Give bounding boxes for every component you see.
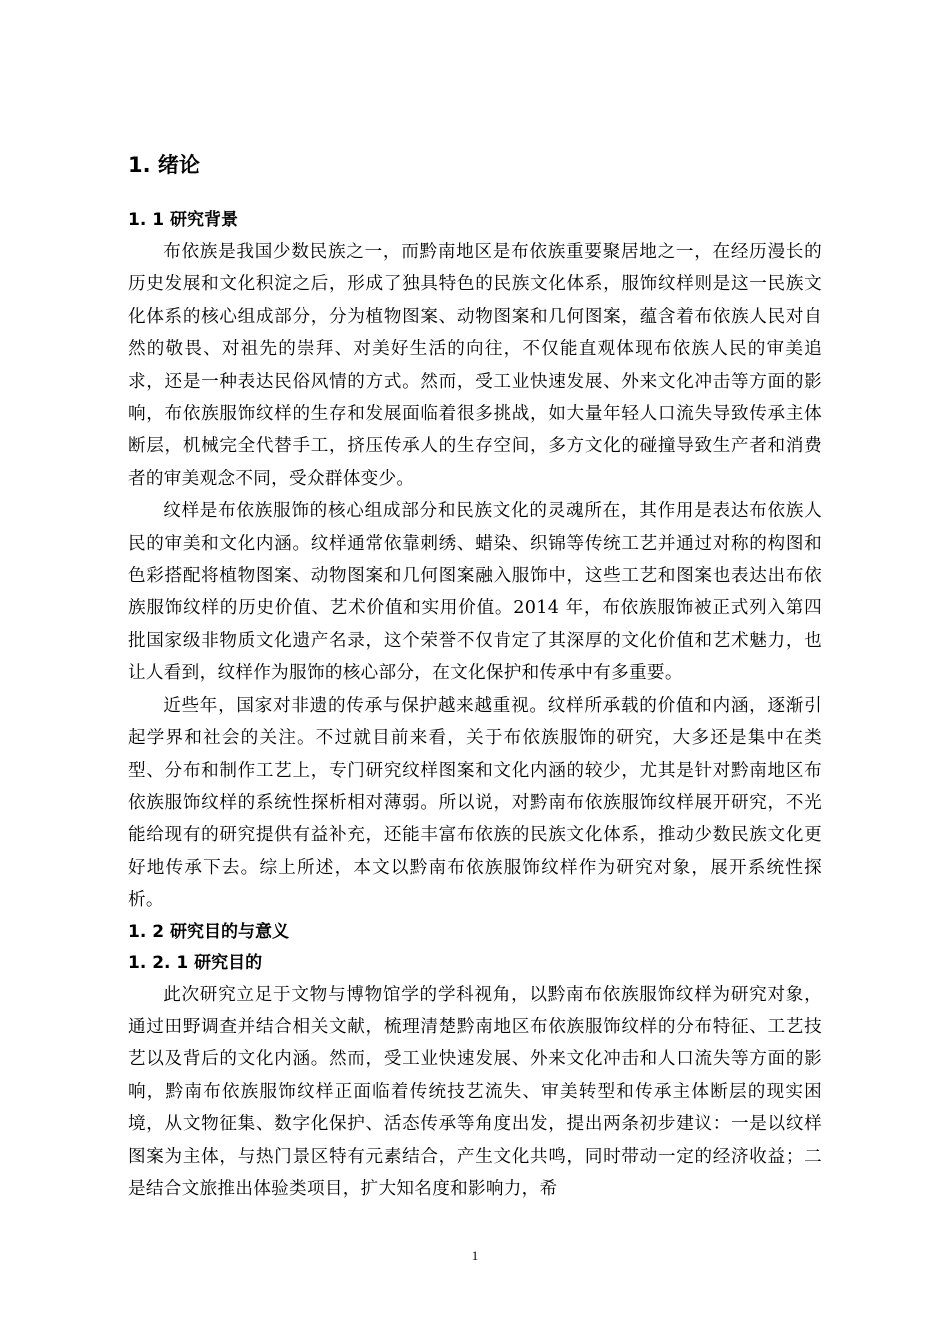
document-page (128, 150, 822, 1205)
page-number: 1 (471, 1248, 479, 1263)
chapter-title: 1. 绪论 (128, 153, 200, 177)
paragraph: 纹样是布依族服饰的核心组成部分和民族文化的灵魂所在，其作用是表达布依族人民的审美和文化内涵。纹样通常依靠刺绣、蜡染、织锦等传统工艺并通过对称的构图和色彩搭配将植物图案、动物图案和几何图案融入服饰中，这些工艺和图案也表达出布依族服饰纹样的历史价值、艺术价值和实用价值。2014 年，布依族服饰被正式列入第四批国家级非物质文化遗产名录，这个荣誉不仅肯定了其深厚的文化价值和艺术魅力，也让人看到，纹样作为服饰的核心部分，在文化保护和传承中有多重要。 (128, 501, 822, 684)
section-title-1-2: 1. 2 研究目的与意义 (128, 921, 289, 942)
paragraph: 此次研究立足于文物与博物馆学的学科视角，以黔南布依族服饰纹样为研究对象，通过田野调查并结合相关文献，梳理清楚黔南地区布依族服饰纹样的分布特征、工艺技艺以及背后的文化内涵。然而，受工业快速发展、外来文化冲击和人口流失等方面的影响，黔南布依族服饰纹样正面临着传统技艺流失、审美转型和传承主体断层的现实困境，从文物征集、数字化保护、活态传承等角度出发，提出两条初步建议：一是以纹样图案为主体，与热门景区特有元素结合，产生文化共鸣，同时带动一定的经济收益；二是结合文旅推出体验类项目，扩大知名度和影响力，希 (128, 984, 822, 1199)
section-title-1-1: 1. 1 研究背景 (128, 210, 238, 230)
section-title-1-2-1: 1. 2. 1 研究目的 (128, 952, 263, 973)
paragraph: 近些年，国家对非遗的传承与保护越来越重视。纹样所承载的价值和内涵，逐渐引起学界和社会的关注。不过就目前来看，关于布依族服饰的研究，大多还是集中在类型、分布和制作工艺上，专门研究纹样图案和文化内涵的较少，尤其是针对黔南地区布依族服饰纹样的系统性探析相对薄弱。所以说，对黔南布依族服饰纹样展开研究，不光能给现有的研究提供有益补充，还能丰富布依族的民族文化体系，推动少数民族文化更好地传承下去。综上所述，本文以黔南布依族服饰纹样作为研究对象，展开系统性探析。 (128, 695, 822, 911)
paragraph: 布依族是我国少数民族之一，而黔南地区是布依族重要聚居地之一，在经历漫长的历史发展和文化积淀之后，形成了独具特色的民族文化体系，服饰纹样则是这一民族文化体系的核心组成部分，分为植物图案、动物图案和几何图案，蕴含着布依族人民对自然的敬畏、对祖先的崇拜、对美好生活的向往，不仅能直观体现布依族人民的审美追求，还是一种表达民俗风情的方式。然而，受工业快速发展、外来文化冲击等方面的影响，布依族服饰纹样的生存和发展面临着很多挑战，如大量年轻人口流失导致传承主体断层，机械完全代替手工，挤压传承人的生存空间，多方文化的碰撞导致生产者和消费者的审美观念不同，受众群体变少。 (128, 242, 822, 489)
